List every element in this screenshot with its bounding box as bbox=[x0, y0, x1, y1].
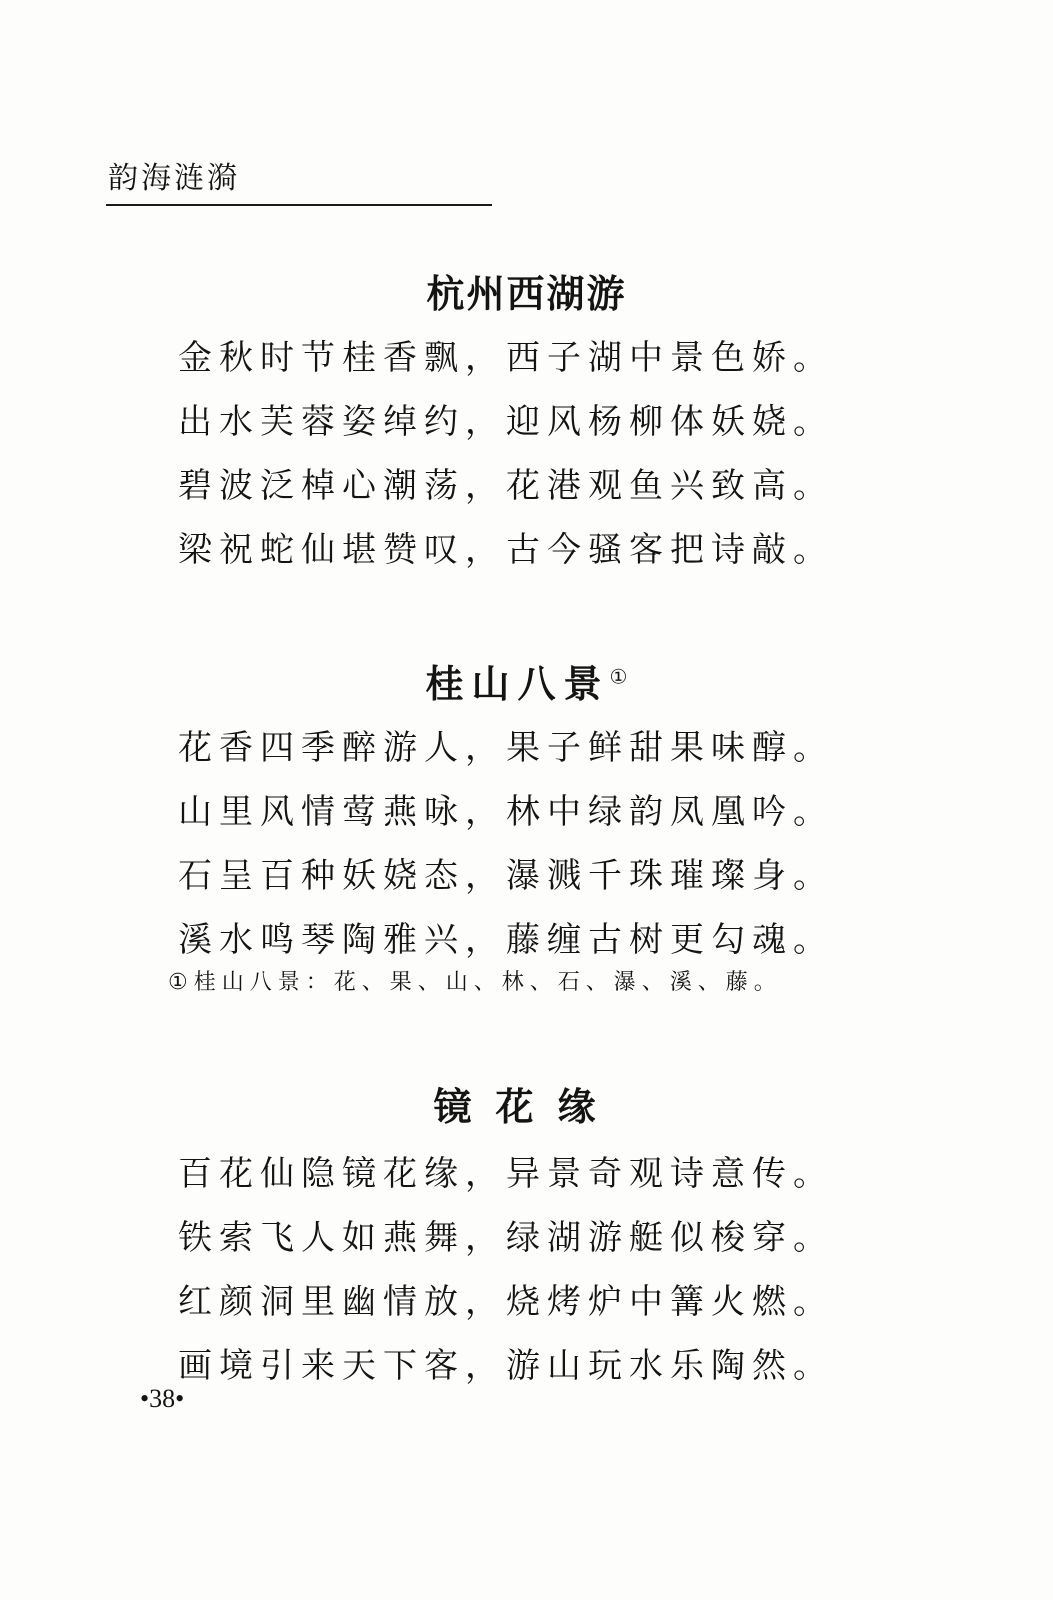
poem-line: 金秋时节桂香飘，西子湖中景色娇。 bbox=[178, 338, 834, 378]
poem-title-guishan bbox=[0, 662, 1053, 706]
poem-title-text: 镜花缘 bbox=[433, 1085, 620, 1129]
poem-body-hangzhou bbox=[178, 326, 1038, 582]
poem-line: 百花仙隐镜花缘，异景奇观诗意传。 bbox=[178, 1154, 834, 1194]
poem-line: 碧波泛棹心潮荡，花港观鱼兴致高。 bbox=[178, 466, 834, 506]
poem-line: 梁祝蛇仙堪赞叹，古今骚客把诗敲。 bbox=[178, 530, 834, 570]
poem-line: 画境引来天下客，游山玩水乐陶然。 bbox=[178, 1346, 834, 1386]
footnote: ①桂山八景：花、果、山、林、石、瀑、溪、藤。 bbox=[168, 970, 782, 995]
running-head-text: 韵海涟漪 bbox=[108, 161, 240, 196]
running-head bbox=[106, 160, 492, 206]
poem-line: 石呈百种妖娆态，瀑溅千珠璀璨身。 bbox=[178, 856, 834, 896]
poem-title-jinghuayuan bbox=[0, 1085, 1053, 1129]
poem-body-jinghuayuan bbox=[178, 1142, 1038, 1398]
poem-title-text: 桂山八景 bbox=[425, 662, 610, 706]
poem-line: 红颜洞里幽情放，烧烤炉中篝火燃。 bbox=[178, 1282, 834, 1322]
poem-body-guishan bbox=[178, 716, 1038, 972]
poem-line: 出水芙蓉姿绰约，迎风杨柳体妖娆。 bbox=[178, 402, 834, 442]
poem-line: 山里风情莺燕咏，林中绿韵凤凰吟。 bbox=[178, 792, 834, 832]
poem-line: 铁索飞人如燕舞，绿湖游艇似梭穿。 bbox=[178, 1218, 834, 1258]
poem-line: 花香四季醉游人，果子鲜甜果味醇。 bbox=[178, 728, 834, 768]
poem-title-hangzhou bbox=[0, 272, 1053, 316]
poem-line: 溪水鸣琴陶雅兴，藤缠古树更勾魂。 bbox=[178, 920, 834, 960]
footnote-marker: ① bbox=[609, 664, 628, 689]
poem-title-text: 杭州西湖游 bbox=[426, 272, 627, 316]
page-number: •38• bbox=[140, 1384, 185, 1413]
